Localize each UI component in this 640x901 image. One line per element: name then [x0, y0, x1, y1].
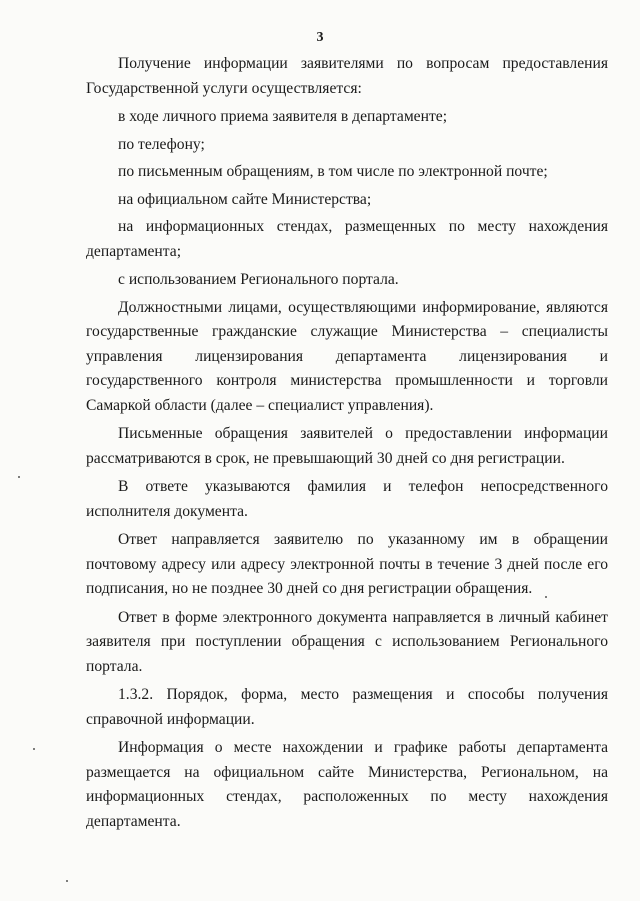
paragraph: В ответе указываются фамилия и телефон непосредственного исполнителя документа. — [86, 478, 608, 520]
document-body — [86, 52, 608, 838]
scan-speck — [66, 880, 68, 882]
paragraph: Должностными лицами, осуществляющими информирование, являются государственные гражданские служащие Министерства – специалисты управления лицензирования департамента лицензирования и государственного контроля министерства промышленности и торговли Самаркой области (далее – специалист управления). — [86, 298, 608, 414]
section-heading: 1.3.2. Порядок, форма, место размещения и способы получения справочной информации. — [86, 686, 608, 728]
list-item: с использованием Регионального портала. — [118, 271, 399, 288]
paragraph: Получение информации заявителями по вопросам предоставления Государственной услуги осуществляется: — [86, 55, 608, 97]
list-item: по письменным обращениям, в том числе по электронной почте; — [118, 163, 548, 180]
scan-speck — [545, 596, 547, 598]
paragraph: Информация о месте нахождении и графике работы департамента размещается на официальном сайте Министерства, Региональном, на информационных стендах, расположенных по месту нахождения департамента. — [86, 739, 608, 830]
paragraph: Ответ в форме электронного документа направляется в личный кабинет заявителя при поступлении обращения с использованием Регионального портала. — [86, 608, 608, 675]
list-item: на официальном сайте Министерства; — [118, 190, 372, 208]
paragraph: Ответ направляется заявителю по указанному им в обращении почтовому адресу или адресу электронной почты в течение 3 дней после его подписания, но не позднее 30 дней со дня регистрации обращения. — [86, 531, 608, 597]
list-item: на информационных стендах, размещенных по месту нахождения департамента; — [86, 218, 608, 260]
paragraph: Письменные обращения заявителей о предоставлении информации рассматриваются в срок, не превышающий 30 дней со дня регистрации. — [86, 425, 608, 467]
scan-speck — [18, 476, 20, 478]
list-item: по телефону; — [118, 135, 205, 153]
list-item: в ходе личного приема заявителя в департаменте; — [118, 108, 448, 125]
scan-speck — [33, 748, 35, 750]
page-number: 3 — [316, 30, 324, 45]
